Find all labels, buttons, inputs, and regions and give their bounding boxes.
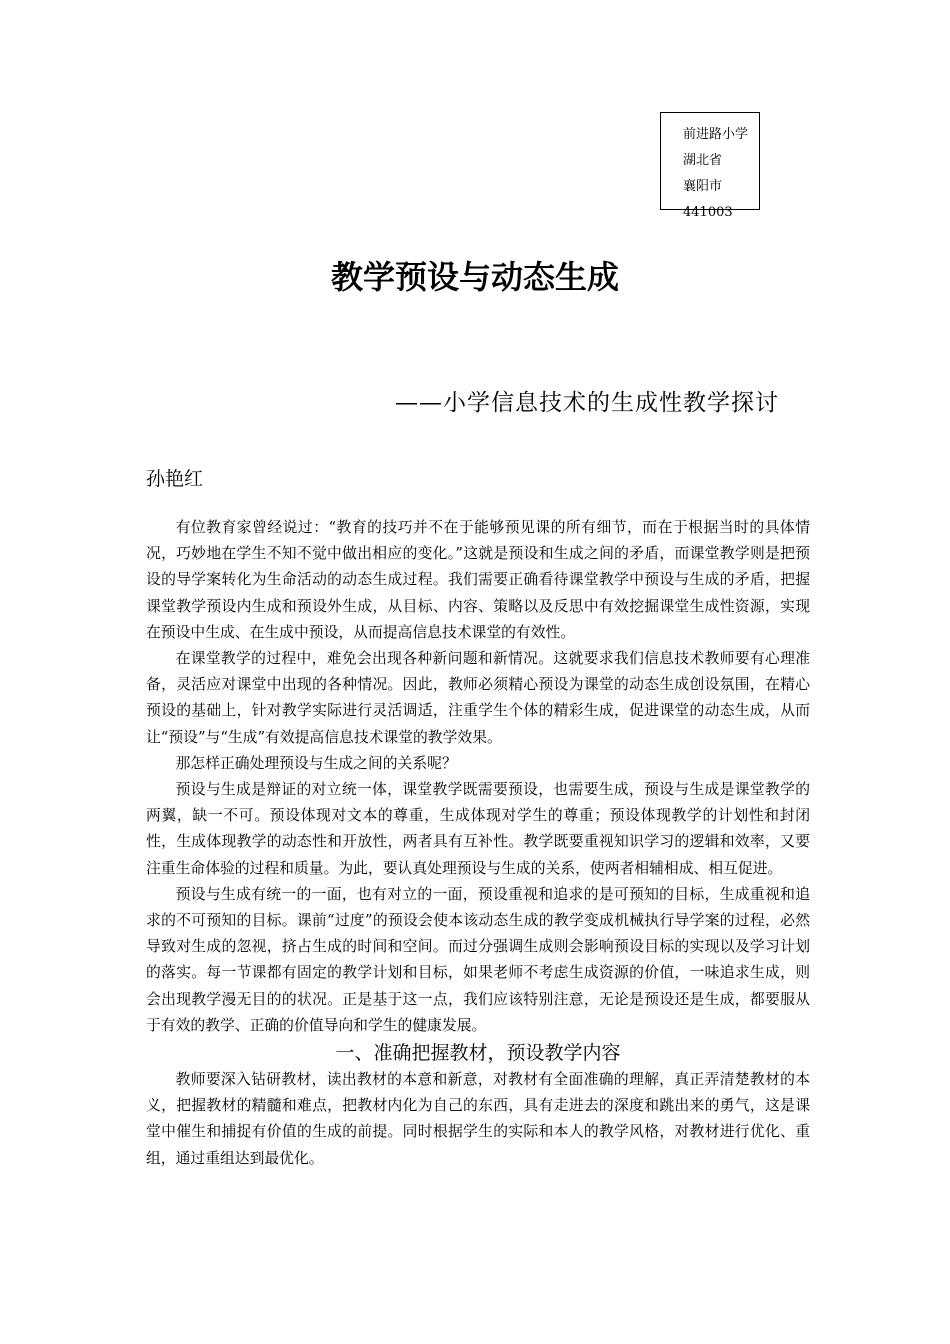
paragraph-dialectic: 预设与生成是辩证的对立统一体，课堂教学既需要预设，也需要生成，预设与生成是课堂教学的两翼，缺一不可。预设体现对文本的尊重，生成体现对学生的尊重；预设体现教学的计划性和封闭性，生成体现教学的动态性和开放性，两者具有互补性。教学既要重视知识学习的逻辑和效率，又要注重生命体验的过程和质量。为此，要认真处理预设与生成的关系，使两者相辅相成、相互促进。 bbox=[146, 781, 810, 877]
page-title: 教学预设与动态生成 bbox=[330, 258, 619, 296]
address-postcode: 441003 bbox=[683, 205, 733, 220]
paragraph-intro: 有位教育家曾经说过：“教育的技巧并不在于能够预见课的所有细节，而在于根据当时的具体情况，巧妙地在学生不知不觉中做出相应的变化。”这就是预设和生成之间的矛盾，而课堂教学则是把预设的导学案转化为生命活动的动态生成过程。我们需要正确看待课堂教学中预设与生成的矛盾，把握课堂教学预设内生成和预设外生成，从目标、内容、策略以及反思中有效挖掘课堂生成性资源，实现在预设中生成、在生成中预设，从而提高信息技术课堂的有效性。 bbox=[146, 519, 810, 641]
address-city: 襄阳市 bbox=[683, 179, 723, 194]
section-heading: 一、准确把握教材，预设教学内容 bbox=[335, 1042, 621, 1065]
paragraph-classroom: 在课堂教学的过程中，难免会出现各种新问题和新情况。这就要求我们信息技术教师要有心理准备，灵活应对课堂中出现的各种情况。因此，教师必须精心预设为课堂的动态生成创设氛围，在精心预设的基础上，针对教学实际进行灵活调适，注重学生个体的精彩生成，促进课堂的动态生成，从而让“预设”与“生成”有效提高信息技术课堂的教学效果。 bbox=[146, 650, 810, 746]
article-body bbox=[146, 515, 810, 1172]
author-name: 孙艳红 bbox=[146, 468, 204, 490]
subtitle: ——小学信息技术的生成性教学探讨 bbox=[395, 390, 779, 416]
paragraph-question: 那怎样正确处理预设与生成之间的关系呢？ bbox=[175, 754, 457, 772]
address-province: 湖北省 bbox=[683, 153, 723, 168]
paragraph-unity: 预设与生成有统一的一面，也有对立的一面，预设重视和追求的是可预知的目标，生成重视和追求的不可预知的目标。课前“过度”的预设会使本该动态生成的教学变成机械执行导学案的过程，必然导致对生成的忽视，挤占生成的时间和空间。而过分强调生成则会影响预设目标的实现以及学习计划的落实。每一节课都有固定的教学计划和目标，如果老师不考虑生成资源的价值，一味追求生成，则会出现教学漫无目的的状况。正是基于这一点，我们应该特别注意，无论是预设还是生成，都要服从于有效的教学、正确的价值导向和学生的健康发展。 bbox=[146, 885, 810, 1034]
address-school: 前进路小学 bbox=[683, 127, 749, 142]
paragraph-section1: 教师要深入钻研教材，读出教材的本意和新意，对教材有全面准确的理解，真正弄清楚教材的本义，把握教材的精髓和难点，把教材内化为自己的东西，具有走进去的深度和跳出来的勇气，这是课堂中催生和捕捉有价值的生成的前提。同时根据学生的实际和本人的教学风格，对教材进行优化、重组，通过重组达到最优化。 bbox=[146, 1071, 810, 1167]
address-box bbox=[660, 112, 760, 220]
